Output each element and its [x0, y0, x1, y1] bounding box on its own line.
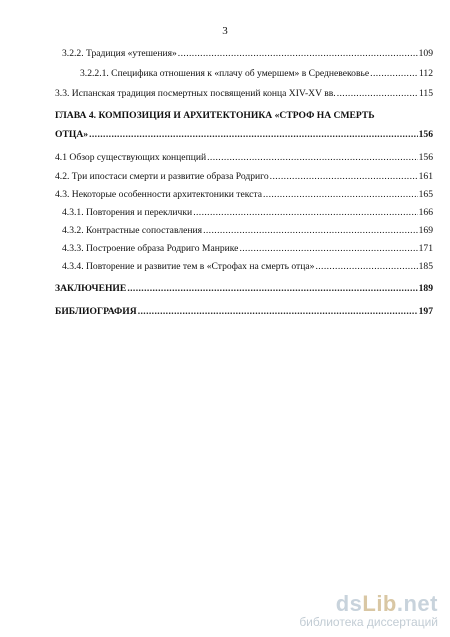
- toc-entry-label: 3.2.2. Традиция «утешения»: [62, 48, 177, 59]
- watermark-tagline: библиотека диссертаций: [299, 615, 438, 629]
- leader-dots: [337, 88, 418, 99]
- toc-entry-chapter-4[interactable]: [55, 129, 433, 140]
- toc-entry-page: 189: [418, 283, 433, 294]
- toc-entry-page: 197: [418, 306, 433, 317]
- toc-entry-label: 4.2. Три ипостаси смерти и развитие образа Родриго: [55, 171, 269, 182]
- toc-entry-page: 115: [418, 88, 433, 99]
- toc-entry-4-3-3[interactable]: [62, 243, 433, 254]
- toc-entry-4-3-2[interactable]: [62, 225, 433, 236]
- leader-dots: [270, 171, 418, 182]
- page-number: 3: [222, 25, 228, 37]
- toc-entry-page: 161: [418, 171, 433, 182]
- leader-dots: [178, 48, 418, 59]
- toc-entry-label: 4.3. Некоторые особенности архитектоники текста: [55, 189, 262, 200]
- toc-entry-page: 156: [418, 152, 433, 163]
- toc-entry-4-3-1[interactable]: [62, 207, 433, 218]
- leader-dots: [315, 261, 417, 272]
- chapter-4-title-line2: ОТЦА»: [55, 129, 89, 140]
- toc-entry-page: 185: [418, 261, 433, 272]
- leader-dots: [138, 306, 418, 317]
- leader-dots: [203, 225, 418, 236]
- toc-entry-page: 109: [418, 48, 433, 59]
- leader-dots: [127, 283, 417, 294]
- leader-dots: [370, 68, 418, 79]
- leader-dots: [239, 243, 417, 254]
- toc-entry-label: 4.3.1. Повторения и переклички: [62, 207, 193, 218]
- chapter-4-title-line1: ГЛАВА 4. КОМПОЗИЦИЯ И АРХИТЕКТОНИКА «СТРОФ НА СМЕРТЬ: [55, 110, 375, 121]
- toc-entry-page: 169: [418, 225, 433, 236]
- toc-entry-label: 4.3.3. Построение образа Родриго Манрике: [62, 243, 239, 254]
- toc-entry-4-3-4[interactable]: [62, 261, 433, 272]
- toc-entry-page: 165: [418, 189, 433, 200]
- toc-entry-page: 171: [418, 243, 433, 254]
- watermark[interactable]: [299, 591, 438, 629]
- leader-dots: [263, 189, 418, 200]
- toc-entry-bibliography[interactable]: [55, 306, 433, 317]
- toc-entry-3-2-2[interactable]: [62, 48, 433, 59]
- toc-entry-label: 4.3.2. Контрастные сопоставления: [62, 225, 203, 236]
- leader-dots: [207, 152, 418, 163]
- toc-entry-page: 166: [418, 207, 433, 218]
- toc-entry-page: 112: [418, 68, 433, 79]
- toc-entry-4-2[interactable]: [55, 171, 433, 182]
- toc-entry-conclusion[interactable]: [55, 283, 433, 294]
- leader-dots: [193, 207, 417, 218]
- toc-entry-label: ЗАКЛЮЧЕНИЕ: [55, 283, 127, 294]
- toc-entry-4-1[interactable]: [55, 152, 433, 163]
- toc-entry-label: БИБЛИОГРАФИЯ: [55, 306, 137, 317]
- toc-entry-3-3[interactable]: [55, 88, 433, 99]
- watermark-logo: dsLib.net: [335, 591, 438, 616]
- toc-entry-label: 4.3.4. Повторение и развитие тем в «Строфах на смерть отца»: [62, 261, 315, 272]
- toc-entry-label: 3.3. Испанская традиция посмертных посвящений конца XIV-XV вв.: [55, 88, 336, 99]
- toc-entry-4-3[interactable]: [55, 189, 433, 200]
- toc-entry-label: 3.2.2.1. Специфика отношения к «плачу об умершем» в Средневековье: [80, 68, 370, 79]
- toc-entry-page: 156: [418, 129, 433, 140]
- toc-entry-label: 4.1 Обзор существующих концепций: [55, 152, 207, 163]
- toc-entry-3-2-2-1[interactable]: [80, 68, 433, 79]
- leader-dots: [89, 129, 418, 140]
